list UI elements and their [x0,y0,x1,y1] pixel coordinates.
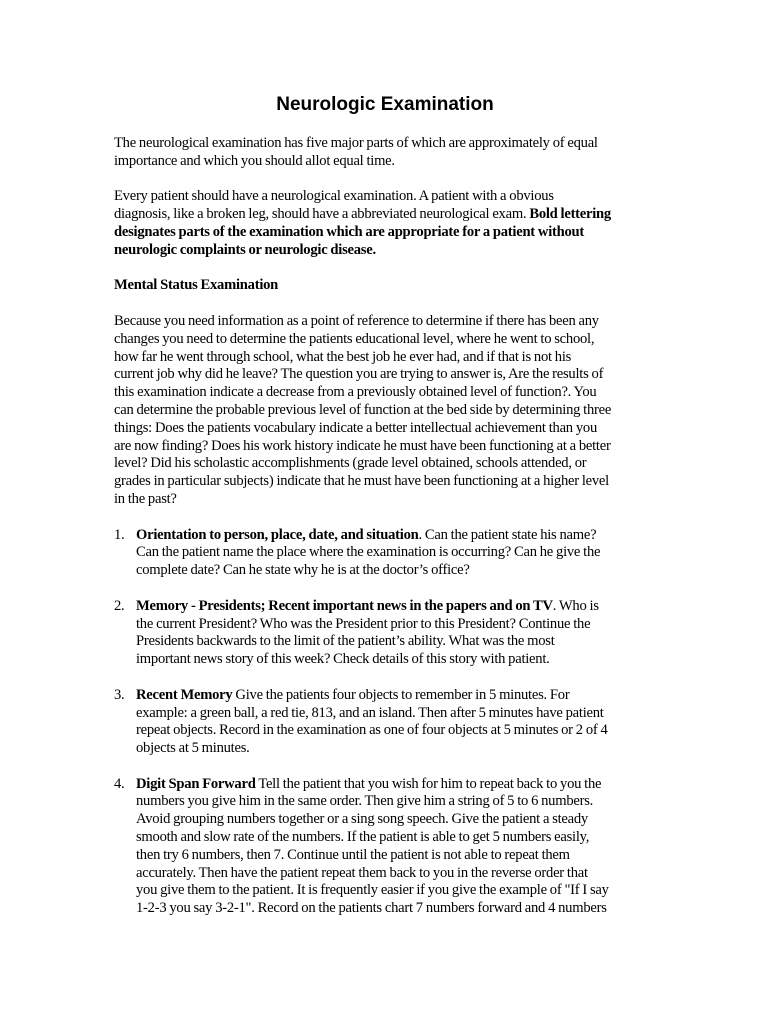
list-item-line: Can the patient name the place where the examination is occurring? Can he give the [136,544,601,561]
list-item-line: you give them to the patient. It is frequently easier if you give the example of "If I say [136,882,609,899]
mental-status-heading: Mental Status Examination [114,277,279,294]
list-item-text: . Who is [552,597,599,614]
list-item-memory-presidents [114,598,644,669]
list-item-line: numbers you give him in the same order. Then give him a string of 5 to 6 numbers. [136,793,594,810]
mental-status-line: grades in particular subjects) indicate that he must have been functioning at a higher level [114,473,609,490]
every-patient-paragraph [114,188,644,259]
intro-line: importance and which you should allot equal time. [114,152,395,169]
list-item-digit-span [114,776,644,918]
every-patient-line [114,206,644,224]
document-title: Neurologic Examination [276,94,494,115]
every-patient-bold-line: neurologic complaints or neurologic disease. [114,241,376,258]
every-patient-text: diagnosis, like a broken leg, should have a abbreviated neurological exam. [114,206,530,223]
list-item-line [136,598,644,616]
list-item-text: Give the patients four objects to remember in 5 minutes. For [232,686,570,703]
list-item-line: accurately. Then have the patient repeat them back to you in the reverse order that [136,864,588,881]
list-item-line: the current President? Who was the President prior to this President? Continue the [136,615,591,632]
mental-status-line: how far he went through school, what the best job he ever had, and if that is not his [114,348,572,365]
list-item-orientation [114,527,644,580]
list-number: 1. [114,526,125,543]
mental-status-line: things: Does the patients vocabulary indicate a better intellectual achievement than you [114,419,597,436]
list-item-bold: Recent Memory [136,686,233,703]
list-item-line: objects at 5 minutes. [136,740,250,757]
mental-status-paragraph [114,313,644,509]
mental-status-line: are now finding? Does his work history indicate he must have been functioning at a better [114,437,611,454]
list-item-line: complete date? Can he state why he is at the doctor’s office? [136,562,470,579]
mental-status-line: this examination indicate a decrease from a previously obtained level of function?. You [114,384,597,401]
list-item-line: then try 6 numbers, then 7. Continue until the patient is not able to repeat them [136,846,570,863]
list-item-line: example: a green ball, a red tie, 813, and an island. Then after 5 minutes have patient [136,704,604,721]
list-item-line: Avoid grouping numbers together or a sing song speech. Give the patient a steady [136,811,588,828]
list-item-recent-memory [114,687,644,758]
list-item-line [136,527,644,545]
exam-items-list [114,527,644,919]
every-patient-bold-text: Bold lettering [529,206,611,223]
mental-status-line: can determine the probable previous level of function at the bed side by determining three [114,401,612,418]
list-item-line: smooth and slow rate of the numbers. If the patient is able to get 5 numbers easily, [136,829,590,846]
mental-status-line: Because you need information as a point of reference to determine if there has been any [114,312,599,329]
list-number: 3. [114,686,125,703]
document-body [114,135,644,936]
mental-status-line: in the past? [114,490,177,507]
intro-line: The neurological examination has five major parts of which are approximately of equal [114,135,598,151]
intro-paragraph [114,135,644,171]
list-item-bold: Memory - Presidents; Recent important news in the papers and on TV [136,597,553,614]
list-item-bold: Orientation to person, place, date, and situation [136,526,419,543]
list-item-line [136,687,644,705]
list-item-line: Presidents backwards to the limit of the patient’s ability. What was the most [136,633,555,650]
list-item-line: 1-2-3 you say 3-2-1". Record on the patients chart 7 numbers forward and 4 numbers [136,900,607,917]
every-patient-bold-line: designates parts of the examination which are appropriate for a patient without [114,223,585,240]
every-patient-line: Every patient should have a neurological examination. A patient with a obvious [114,188,554,205]
list-item-text: . Can the patient state his name? [418,526,597,543]
list-item-line: repeat objects. Record in the examination as one of four objects at 5 minutes or 2 of 4 [136,722,608,739]
list-number: 2. [114,597,125,614]
list-item-text: Tell the patient that you wish for him to repeat back to you the [255,775,602,792]
mental-status-line: changes you need to determine the patients educational level, where he went to school, [114,330,595,347]
list-item-line [136,776,644,794]
list-number: 4. [114,775,125,792]
mental-status-line: level? Did his scholastic accomplishments (grade level obtained, schools attended, or [114,455,587,472]
list-item-line: important news story of this week? Check details of this story with patient. [136,651,550,668]
mental-status-line: current job why did he leave? The question you are trying to answer is, Are the results of [114,366,604,383]
list-item-bold: Digit Span Forward [136,775,256,792]
